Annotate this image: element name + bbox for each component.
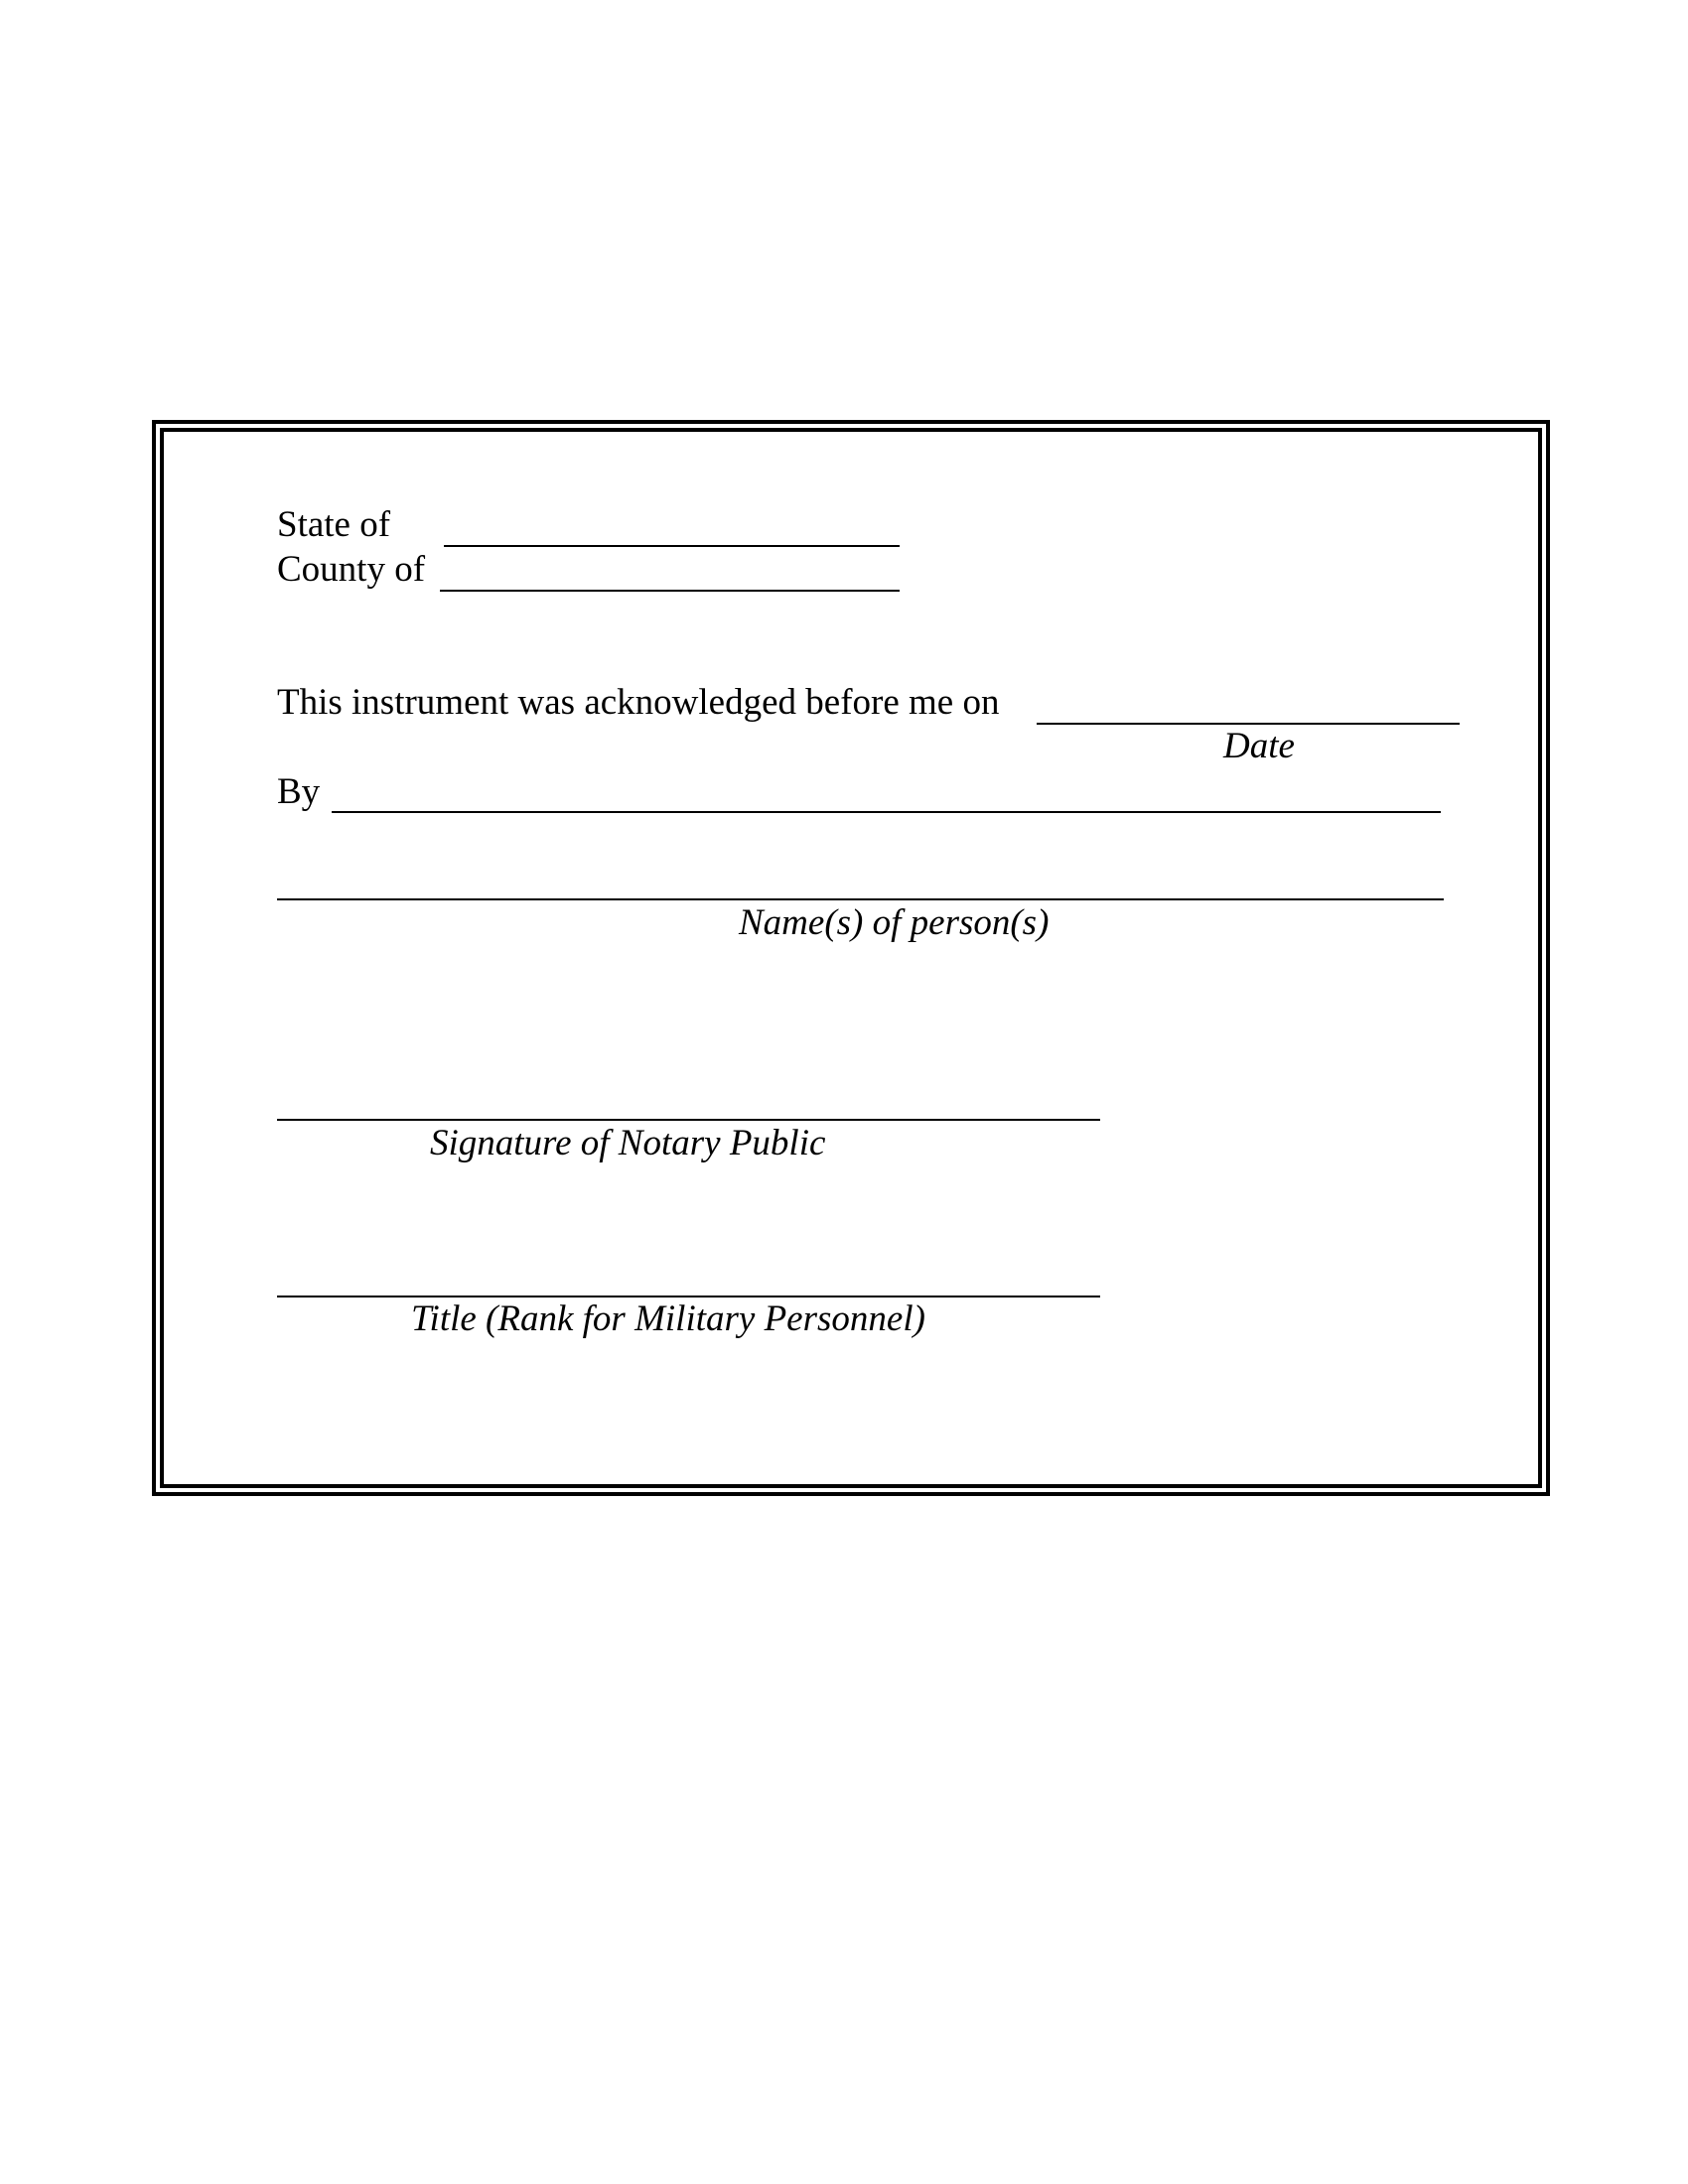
by-blank-line[interactable] (332, 811, 1441, 813)
acknowledgement-text: This instrument was acknowledged before me on (277, 682, 1000, 723)
date-caption: Date (1223, 726, 1295, 766)
names-blank-line[interactable] (277, 898, 1444, 900)
signature-caption: Signature of Notary Public (430, 1123, 826, 1163)
by-label: By (277, 771, 321, 812)
county-blank-line[interactable] (440, 590, 900, 592)
title-caption: Title (Rank for Military Personnel) (411, 1298, 925, 1339)
state-blank-line[interactable] (444, 545, 900, 547)
names-caption: Name(s) of person(s) (739, 902, 1050, 943)
signature-blank-line[interactable] (277, 1119, 1100, 1121)
state-label: State of (277, 504, 391, 545)
county-label: County of (277, 549, 426, 590)
